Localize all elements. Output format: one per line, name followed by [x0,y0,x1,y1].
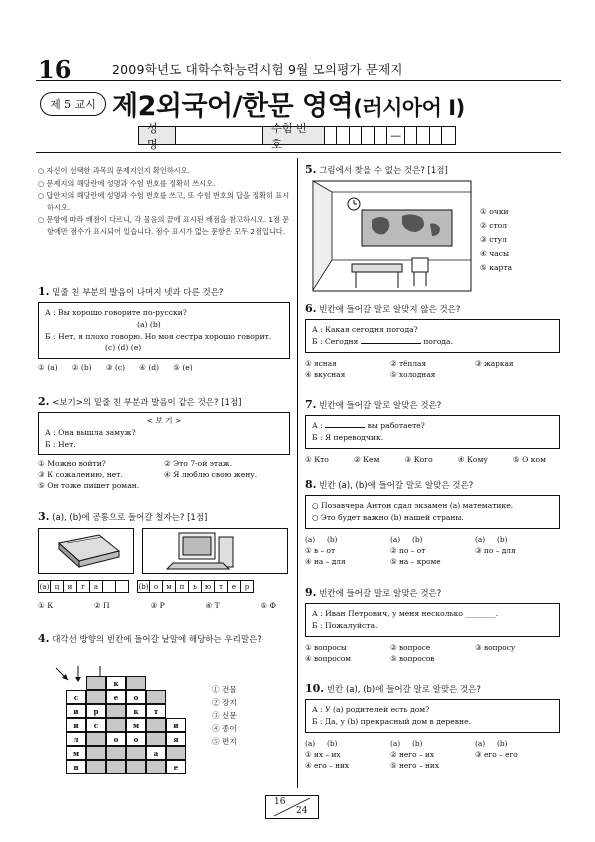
cw-cell: о [106,732,126,746]
option[interactable]: ④ вкусная [305,369,346,379]
letter-cell: (a) [38,580,51,593]
letter-cell: т [215,580,228,593]
option-header: (a) (b) [475,738,508,748]
option[interactable]: ① К [38,601,54,610]
option[interactable]: ① их – их [305,749,341,759]
dialogue-box [305,699,560,733]
option[interactable]: ① (a) [38,363,58,373]
dialogue-marks: (a) (b) [137,319,161,329]
exam-no-cell[interactable] [350,127,363,144]
letter-cell: е [228,580,241,593]
question-7 [305,398,560,464]
cw-cell: м [126,718,146,732]
cw-cell [106,746,126,760]
header-bottom-rule [36,152,561,153]
question-number: 5. [305,163,317,176]
example-label: < 보 기 > [146,416,182,425]
word-a [38,580,129,593]
option[interactable]: ④ вопросом [305,653,352,663]
cw-cell: о [126,732,146,746]
cw-cell [166,746,186,760]
option[interactable]: ⑤ Он тоже пишет роман. [38,481,140,491]
question-number: 2. [38,395,50,408]
exam-no-cell[interactable] [442,127,455,144]
option[interactable]: ③ по – для [475,545,516,555]
option[interactable]: ⑤ него – них [390,760,440,770]
question-number: 7. [305,398,317,411]
session-badge: 제 5 교시 [40,92,106,116]
cw-cell: н [66,760,86,774]
cw-cell: р [86,704,106,718]
sentence-box [305,495,560,529]
exam-no-label: 수험 번호 [263,127,324,144]
cw-cell [86,760,106,774]
letter-cell: ю [202,580,215,593]
exam-no-cell[interactable] [405,127,418,144]
question-number: 1. [38,285,50,298]
question-text: 빈칸에 들어갈 말로 알맞은 것은? [319,589,442,599]
question-number: 6. [305,302,317,315]
dialogue-line: Б : Да, у (b) прекрасный дом в деревне. [312,716,471,726]
option-header: (a) (b) [475,534,508,544]
cw-cell [86,690,106,704]
exam-no-dash: — [387,127,404,144]
option-header: (a) (b) [390,738,423,748]
dialogue-box [305,415,560,449]
exam-no-cell[interactable] [430,127,443,144]
footer-page: 16 [274,797,286,807]
question-text: 밑줄 친 부분의 발음이 나머지 넷과 다른 것은? [52,288,224,298]
dialogue-line: А : Какая сегодня погода? [312,325,418,334]
cw-cell: к [126,704,146,718]
cw-cell: м [66,746,86,760]
dialogue-line: вы работаете? [367,421,425,430]
option[interactable]: ① очки [480,207,509,216]
computer-icon [143,529,287,573]
option[interactable]: ② тёплая [390,358,427,368]
question-text: 그림에서 찾을 수 없는 것은? [1점] [319,166,448,176]
cw-cell: с [66,690,86,704]
letter-cell: р [241,580,254,593]
cw-cell: и [166,718,186,732]
dialogue-box [305,319,560,353]
letter-cell: ь [189,580,202,593]
option[interactable]: ① Можно войти? [38,459,106,469]
letter-cell [103,580,116,593]
cw-cell [126,760,146,774]
option[interactable]: ⑤ на – кроме [390,556,441,566]
instruction-item: ○ 답안지의 해당란에 성명과 수험 번호를 쓰고, 또 수험 번호의 답을 정확히 표시하시오. [38,191,290,212]
question-1 [38,285,290,372]
dialogue-box [305,603,560,637]
option[interactable]: ④ часы [480,249,510,259]
option[interactable]: ② Это 7-ой этаж. [164,459,233,469]
dialogue-line: А : Она вышла замуж? [45,427,136,437]
letter-cell: а [90,580,103,593]
option[interactable]: ③ стул [480,235,507,245]
letter-rows [38,574,290,593]
answer-options [305,535,560,566]
exam-no-cell[interactable] [417,127,430,144]
cw-cell: л [66,732,86,746]
question-number: 3. [38,510,50,523]
question-3 [38,510,290,610]
crossword-grid [66,676,208,786]
cw-cell: о [126,690,146,704]
answer-options [305,359,560,379]
header-rule [36,80,561,81]
option[interactable]: ⑤ вопросов [390,653,435,663]
option[interactable]: ④ его – них [305,760,350,770]
answer-options [305,739,560,770]
letter-cell: м [163,580,176,593]
sentence-line: ○ Позавчера Антон сдал экзамен (a) математике. [312,501,514,510]
option[interactable]: ③ (c) [105,363,126,373]
option[interactable]: ④ (d) [139,363,160,373]
question-text: 빈칸에 들어갈 말로 알맞은 것은? [319,401,442,411]
page-number: 16 [38,55,72,84]
option[interactable]: ① 건물 [212,685,237,694]
option[interactable]: ④ 종이 [212,723,237,733]
question-8 [305,478,560,566]
classroom-picture [312,180,472,292]
cw-cell: е [106,690,126,704]
option[interactable]: ② 장지 [212,697,237,707]
option[interactable]: ⑤ 편지 [212,736,237,746]
question-2 [38,395,290,490]
subject-main: 제2외국어/한문 영역 [112,91,354,122]
question-number: 10. [305,682,325,695]
option[interactable]: ① в – от [305,545,336,555]
cw-cell: е [166,760,186,774]
answer-options-q5 [480,205,512,275]
question-number: 4. [38,632,50,645]
answer-options [38,363,290,372]
question-4 [38,632,290,645]
question-number: 9. [305,586,317,599]
word-b [137,580,254,593]
cw-cell [146,690,166,704]
letter-cell: и [64,580,77,593]
question-10 [305,682,560,770]
option[interactable]: ② Кем [353,454,380,464]
picture-row [38,528,290,574]
option[interactable]: ③ 신문 [212,710,237,720]
cw-cell [106,704,126,718]
question-text: 빈칸에 들어갈 말로 알맞지 않은 것은? [319,305,461,315]
option[interactable]: ② по – от [390,545,426,555]
answer-options [38,459,290,490]
letter-cell: г [77,580,90,593]
option[interactable]: ⑤ (e) [173,363,193,373]
instruction-item: ○ 자신이 선택한 과목의 문제지인지 확인하시오. [38,166,190,175]
option[interactable]: ③ жаркая [475,358,514,368]
option[interactable]: ① вопросы [305,642,347,652]
option[interactable]: ② вопросе [390,642,431,652]
option[interactable]: ② (b) [71,363,92,373]
name-field[interactable] [176,127,263,144]
question-text: 대각선 방향의 빈칸에 들어갈 낱말에 해당하는 우리말은? [52,635,262,645]
question-text: 빈칸 (a), (b)에 들어갈 말로 알맞은 것은? [319,481,474,491]
cw-cell: к [106,676,126,690]
dialogue-line: Б : Я переводчик. [312,432,384,442]
question-5 [305,163,560,176]
option[interactable]: ⑤ холодная [390,369,436,379]
exam-no-cell[interactable] [362,127,375,144]
name-label: 성명 [139,127,176,144]
cw-cell: и [66,718,86,732]
cw-cell [106,718,126,732]
answer-options [305,643,560,663]
option-header: (a) (b) [305,534,338,544]
option[interactable]: ③ Кого [404,454,433,464]
cw-cell [126,676,146,690]
letter-cell [116,580,129,593]
option[interactable]: ④ Кому [457,454,488,464]
option[interactable]: ① Кто [305,454,329,464]
exam-no-cell[interactable] [325,127,338,144]
option[interactable]: ⑤ Ф [260,601,276,610]
option[interactable]: ② стол [480,221,508,231]
instructions [38,165,290,238]
cw-cell [86,676,106,690]
cw-cell [86,746,106,760]
exam-no-cell[interactable] [375,127,388,144]
exam-no-cell[interactable] [337,127,350,144]
subject-sub: (러시아어 I) [353,96,465,120]
subject-title [112,84,465,123]
option[interactable]: ③ вопросу [475,642,516,652]
question-6 [305,302,560,379]
answer-options [305,455,560,464]
dialogue-line: Б : Нет. [45,439,76,449]
dialogue-marks: (c) (d) (e) [105,343,142,353]
cigarette-pack-icon [39,529,133,573]
harmonica-picture [38,528,134,574]
option[interactable]: ③ Р [150,601,165,610]
cw-cell [86,732,106,746]
footer-total: 24 [296,806,308,816]
cw-cell: и [66,704,86,718]
cw-cell: с [86,718,106,732]
dialogue-line: Б : Пожалуйста. [312,620,378,630]
option[interactable]: ④ Я люблю свою жену. [164,470,258,480]
option[interactable]: ⑤ О ком [512,454,546,464]
option-header: (a) (b) [305,738,338,748]
page-footer [265,795,319,819]
cw-cell [106,760,126,774]
cw-cell: я [166,732,186,746]
answer-options [38,601,290,610]
dialogue-box [38,302,290,359]
dialogue-line: А : [312,421,323,430]
id-box [138,121,456,151]
answer-options-q4 [212,684,237,749]
option[interactable]: ④ Т [205,601,220,610]
instruction-item: ○ 문항에 따라 배점이 다르니, 각 물음의 끝에 표시된 배점을 참고하시오. 1점 문항에만 점수가 표시되어 있습니다. 점수 표시가 없는 문항은 모두 2점입니다. [38,215,290,236]
cw-cell [146,718,166,732]
option[interactable]: ② П [93,601,110,610]
exam-title: 2009학년도 대학수학능력시험 9월 모의평가 문제지 [112,62,403,77]
question-text: (a), (b)에 공통으로 들어갈 철자는? [1점] [52,513,208,523]
question-9 [305,586,560,663]
cw-cell [126,746,146,760]
letter-cell: ц [51,580,64,593]
question-number: 8. [305,478,317,491]
cw-cell [146,760,166,774]
letter-cell: (b) [137,580,150,593]
option-header: (a) (b) [390,534,423,544]
letter-cell: п [176,580,189,593]
dialogue-line: А : Иван Петрович, у меня несколько ________. [312,609,499,618]
option[interactable]: ② него – их [390,749,435,759]
cw-cell [146,732,166,746]
dialogue-line: А : У (a) родителей есть дом? [312,705,430,714]
question-text: <보기>의 밑줄 친 부분과 발음이 같은 것은? [1점] [52,398,242,408]
option[interactable]: ④ на – для [305,556,346,566]
option[interactable]: ① ясная [305,358,337,368]
dialogue-line: Б : Сегодня [312,336,359,346]
computer-picture [142,528,288,574]
cw-cell: а [146,746,166,760]
option[interactable]: ③ его – его [475,749,518,759]
question-text: 빈칸 (a), (b)에 들어갈 말로 알맞은 것은? [326,685,481,695]
dialogue-line: погода. [423,336,454,346]
column-divider [297,158,298,788]
option[interactable]: ⑤ карта [480,263,513,273]
dialogue-line: Б : Нет, я плохо говорю. Но моя сестра хорошо говорит. [45,331,272,341]
cw-cell: т [146,704,166,718]
dialogue-line: А : Вы хорошо говорите по-русски? [45,308,187,317]
sentence-line: ○ Это будет важно (b) нашей страны. [312,512,464,522]
option[interactable]: ③ К сожалению, нет. [38,470,123,480]
letter-cell: о [150,580,163,593]
example-box [38,412,290,455]
instruction-item: ○ 문제지의 해당란에 성명과 수험 번호를 정확히 쓰시오. [38,178,216,188]
